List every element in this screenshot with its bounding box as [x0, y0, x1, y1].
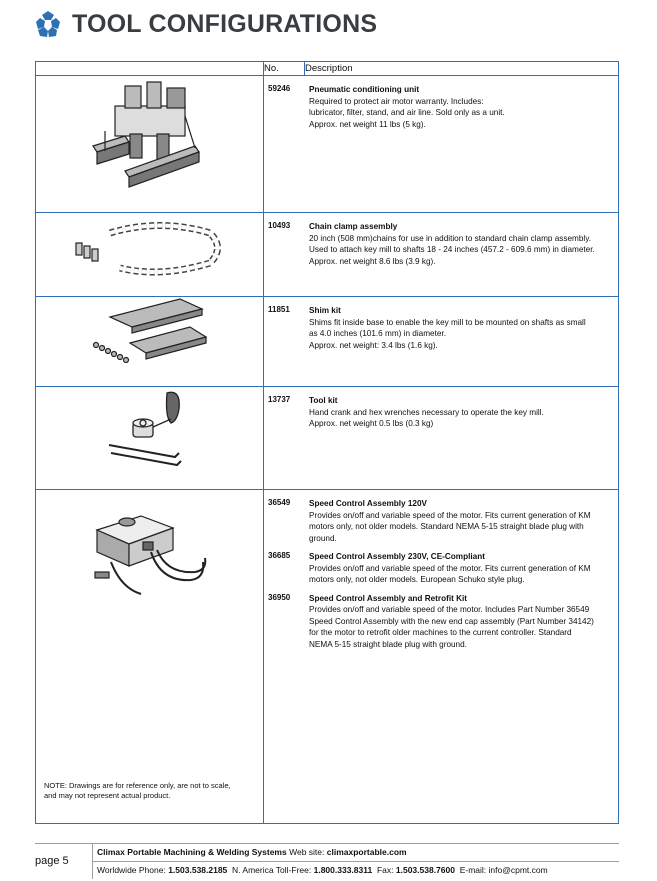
table-row: [36, 213, 619, 297]
part-number: 13737: [268, 395, 291, 404]
page-title: TOOL CONFIGURATIONS: [72, 9, 378, 38]
product-image-cell: [36, 213, 264, 297]
description-line: Provides on/off and variable speed of the motor. Includes Part Number 36549: [309, 605, 590, 614]
product-description-cell: [264, 490, 619, 824]
drawing-disclaimer-note: NOTE: Drawings are for reference only, are not to scale, and may not represent actual product.: [44, 781, 231, 800]
image-column-header: [36, 62, 264, 76]
product-entry: [264, 490, 618, 544]
tool-kit-illustration: [105, 387, 195, 473]
product-name: Speed Control Assembly 120V: [309, 499, 427, 508]
product-description-cell: [264, 213, 619, 297]
fax-label: Fax:: [376, 865, 394, 875]
product-entry: [264, 213, 618, 267]
table-row: [36, 76, 619, 213]
product-entry: [264, 544, 618, 586]
email-label: E-mail:: [459, 865, 487, 875]
product-entry: [264, 387, 618, 430]
description-line: Required to protect air motor warranty. Includes:: [309, 96, 484, 106]
footer-contact-line: [97, 865, 548, 875]
description-line: for the motor to retrofit older machines to the current controller. Standard: [309, 628, 572, 637]
description-line: Approx. net weight 8.6 lbs (3.9 kg).: [309, 256, 436, 266]
climax-logo-icon: [34, 10, 62, 38]
fax-number: 1.503.538.7600: [395, 865, 455, 875]
description-line: Provides on/off and variable speed of the motor. Fits current generation of KM: [309, 510, 591, 520]
tollfree-number: 1.800.333.8311: [313, 865, 373, 875]
email-link[interactable]: info@cpmt.com: [488, 865, 548, 875]
footer-divider: [35, 843, 619, 844]
description-line: ground.: [309, 533, 337, 543]
product-image-cell: [36, 387, 264, 490]
tollfree-label: N. America Toll-Free:: [232, 865, 312, 875]
description-line: Provides on/off and variable speed of the motor. Fits current generation of KM: [309, 563, 591, 573]
footer-divider: [92, 861, 619, 862]
description-line: Shims fit inside base to enable the key mill to be mounted on shafts as small: [309, 317, 586, 327]
product-description-cell: [264, 76, 619, 213]
column-header-description: Description: [305, 62, 619, 76]
part-number: 36685: [268, 551, 291, 560]
description-line: motors only, not older models. Standard NEMA 5-15 straight blade plug with: [309, 522, 584, 531]
phone-number: 1.503.538.2185: [168, 865, 228, 875]
part-number: 36549: [268, 498, 291, 507]
footer-divider: [92, 843, 93, 879]
part-number: 10493: [268, 221, 291, 230]
part-number: 11851: [268, 305, 290, 314]
website-label: Web site:: [289, 847, 325, 857]
speed-control-illustration: [91, 502, 211, 602]
product-name: Speed Control Assembly and Retrofit Kit: [309, 593, 468, 603]
product-name: Chain clamp assembly: [309, 222, 398, 231]
part-number: 36950: [268, 592, 291, 602]
product-name: Shim kit: [309, 306, 341, 315]
page-footer: [35, 843, 619, 879]
page-header: [34, 6, 377, 42]
company-name: Climax Portable Machining & Welding Systems: [97, 847, 287, 857]
description-line: Hand crank and hex wrenches necessary to operate the key mill.: [309, 407, 544, 417]
description-line: lubricator, filter, stand, and air line. Sold only as a unit.: [309, 108, 505, 117]
description-line: Approx. net weight: 3.4 lbs (1.6 kg).: [309, 340, 438, 350]
product-entry: [264, 586, 618, 651]
product-image-cell: [36, 490, 264, 824]
shim-kit-illustration: [90, 297, 210, 373]
table-row: [36, 297, 619, 387]
description-line: motors only, not older models. European Schuko style plug.: [309, 575, 525, 584]
product-name: Tool kit: [309, 396, 338, 405]
description-line: Used to attach key mill to shafts 18 - 24 inches (457.2 - 609.6 mm) in diameter.: [309, 245, 595, 254]
footer-company-line: [97, 847, 407, 857]
pneumatic-unit-illustration: [85, 76, 215, 194]
table-row: [36, 490, 619, 824]
product-image-cell: [36, 297, 264, 387]
product-description-cell: [264, 387, 619, 490]
product-description-cell: [264, 297, 619, 387]
column-header-no: No.: [264, 62, 305, 76]
part-number: 59246: [268, 84, 291, 93]
product-name: Speed Control Assembly 230V, CE-Compliant: [309, 552, 485, 561]
description-line: NEMA 5-15 straight blade plug with ground.: [309, 639, 467, 649]
description-line: 20 inch (508 mm)chains for use in addition to standard chain clamp assembly.: [309, 233, 592, 243]
chain-clamp-illustration: [70, 213, 230, 283]
table-row: [36, 387, 619, 490]
website-link[interactable]: climaxportable.com: [326, 847, 407, 857]
product-entry: [264, 297, 618, 351]
page-number: page 5: [35, 855, 69, 867]
description-line: Speed Control Assembly with the new end cap assembly (Part Number 34142): [309, 616, 594, 626]
product-entry: [264, 76, 618, 130]
description-line: as 4.0 inches (101.6 mm) in diameter.: [309, 329, 446, 338]
product-image-cell: [36, 76, 264, 213]
description-line: Approx. net weight 11 lbs (5 kg).: [309, 119, 426, 129]
table-header-row: [36, 62, 619, 76]
phone-label: Worldwide Phone:: [97, 865, 166, 875]
tool-configurations-table: [35, 61, 619, 824]
product-name: Pneumatic conditioning unit: [309, 85, 420, 94]
description-line: Approx. net weight 0.5 lbs (0.3 kg): [309, 419, 434, 428]
